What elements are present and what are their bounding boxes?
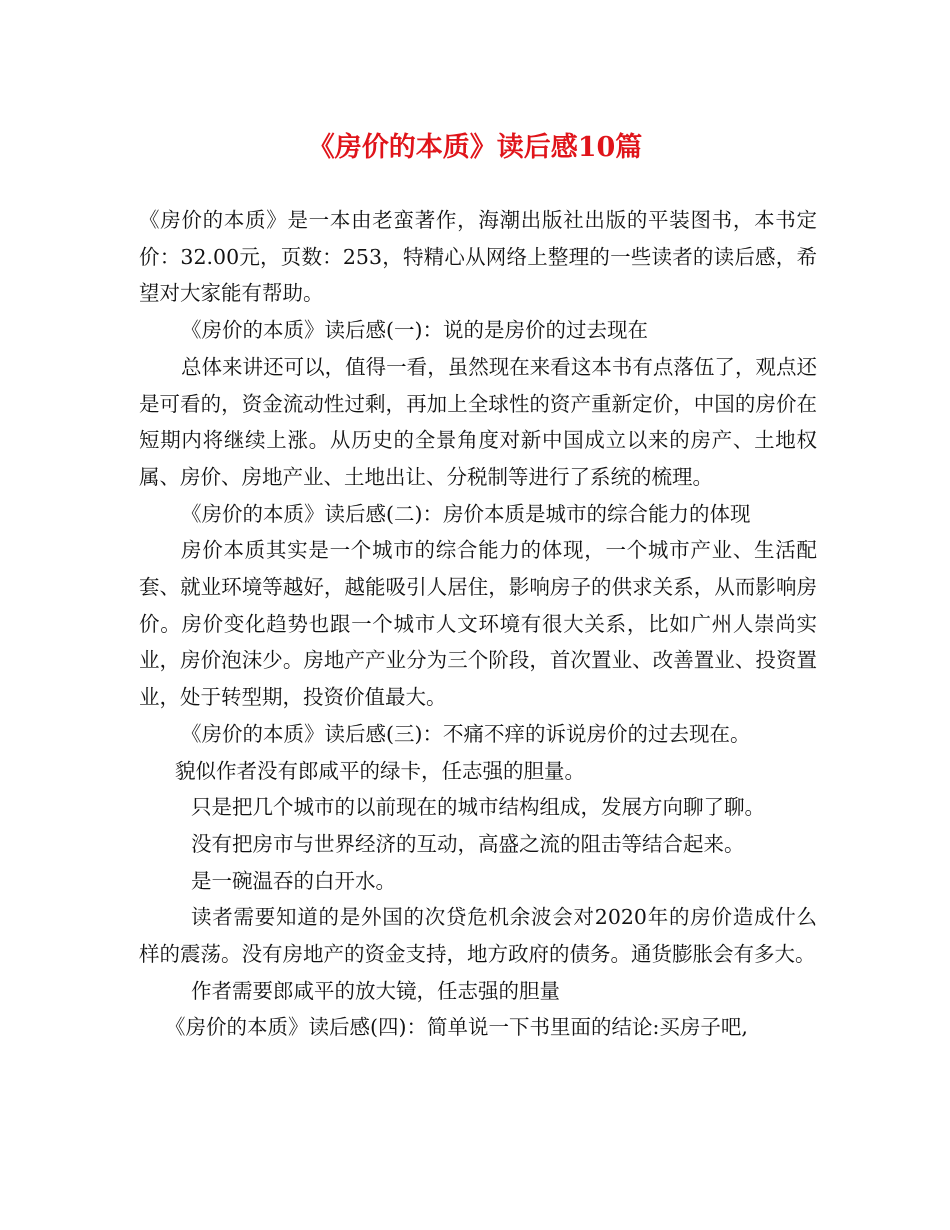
review-3-line-2: 只是把几个城市的以前现在的城市结构组成，发展方向聊了聊。: [191, 795, 765, 820]
review-2-paragraph: 房价本质其实是一个城市的综合能力的体现，一个城市产业、生活配套、就业环境等越好，越能吸引人居住，影响房子的供求关系，从而影响房价。房价变化趋势也跟一个城市人文环境有很大关系，比如广州人崇尚实业，房价泡沫少。房地产产业分为三个阶段，首次置业、改善置业、投资置业，处于转型期，投资价值最大。: [139, 538, 817, 710]
review-3-line-3: 没有把房市与世界经济的互动，高盛之流的阻击等结合起来。: [191, 831, 745, 856]
review-1-heading: 《房价的本质》读后感(一)：说的是房价的过去现在: [181, 318, 648, 343]
review-3-line-1: 貌似作者没有郎咸平的绿卡，任志强的胆量。: [175, 758, 585, 783]
review-3-line-4: 是一碗温吞的白开水。: [191, 868, 396, 893]
review-3-line-6: 作者需要郎咸平的放大镜，任志强的胆量: [191, 978, 560, 1003]
review-2-heading: 《房价的本质》读后感(二)：房价本质是城市的综合能力的体现: [181, 501, 751, 526]
document-body: [139, 202, 817, 1046]
review-3-line-5: 读者需要知道的是外国的次贷危机余波会对2020年的房价造成什么样的震荡。没有房地产的资金支持，地方政府的债务。通货膨胀会有多大。: [139, 905, 817, 967]
review-4-heading: 《房价的本质》读后感(四)：简单说一下书里面的结论:买房子吧,: [165, 1015, 748, 1040]
review-3-heading: 《房价的本质》读后感(三)：不痛不痒的诉说房价的过去现在。: [181, 721, 751, 746]
review-1-paragraph: 总体来讲还可以，值得一看，虽然现在来看这本书有点落伍了，观点还是可看的，资金流动性过剩，再加上全球性的资产重新定价，中国的房价在短期内将继续上涨。从历史的全景角度对新中国成立以来的房产、土地权属、房价、房地产业、土地出让、分税制等进行了系统的梳理。: [139, 354, 817, 489]
document-title: 《房价的本质》读后感10篇: [307, 132, 643, 163]
intro-paragraph: 《房价的本质》是一本由老蛮著作，海潮出版社出版的平装图书，本书定价：32.00元，页数：253，特精心从网络上整理的一些读者的读后感，希望对大家能有帮助。: [139, 208, 817, 306]
